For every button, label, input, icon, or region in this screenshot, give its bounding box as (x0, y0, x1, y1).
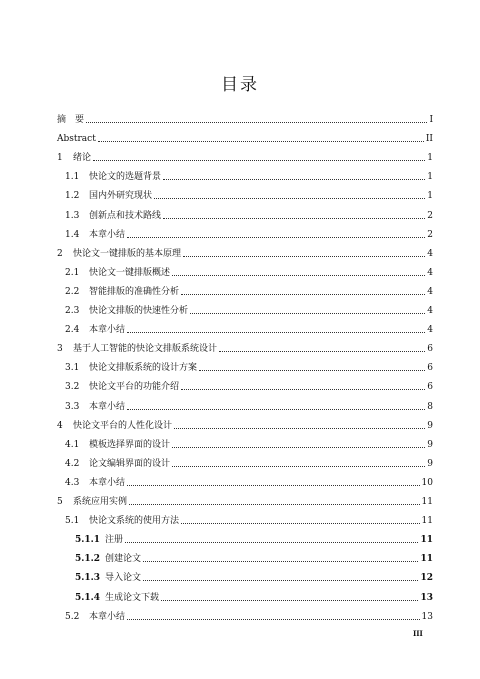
toc-entry-text: 本章小结 (89, 229, 126, 240)
dot-leader (181, 388, 425, 390)
toc-entry-text: 创建论文 (105, 554, 142, 565)
toc-entry-text: 系统应用实例 (73, 497, 128, 507)
dot-leader (172, 274, 425, 276)
toc-entry-page: 11 (420, 535, 433, 546)
toc-entry-number: 摘 要 (57, 115, 85, 125)
toc-entry-text: 本章小结 (89, 477, 126, 488)
toc-entry-page: II (425, 134, 433, 145)
toc-entry-text: 快论文系统的使用方法 (89, 516, 180, 527)
dot-leader (127, 618, 420, 620)
toc-entry-text: 本章小结 (89, 401, 126, 412)
toc-entry-text: 导入论文 (105, 573, 142, 584)
toc-entry-page: 1 (427, 172, 433, 183)
dot-leader (172, 465, 425, 467)
toc-entry-page: 11 (420, 554, 433, 565)
toc-entry-page: 4 (427, 267, 433, 278)
toc-entry-text: 论文编辑界面的设计 (89, 458, 171, 469)
toc-entry[interactable] (65, 377, 433, 393)
toc-entry-page: 13 (421, 611, 433, 622)
toc-entry-text: 本章小结 (89, 611, 126, 622)
toc-entry-number: 1.3 (65, 210, 80, 221)
toc-entry-text: 注册 (105, 535, 124, 546)
toc-entry-page: 4 (427, 248, 433, 259)
toc-entry-text: 模板选择界面的设计 (89, 439, 171, 450)
toc-entry-number: 1.1 (65, 172, 80, 183)
page-title: 目录 (221, 75, 259, 95)
toc-entry-number: 3.2 (65, 382, 80, 393)
toc-entry-text: 国内外研究现状 (89, 191, 153, 202)
toc-entry[interactable] (57, 416, 433, 432)
toc-entry-number: 5.2 (65, 611, 80, 622)
toc-entry-text: 快论文一键排版概述 (89, 267, 171, 278)
toc-entry-number: 2.3 (65, 306, 80, 316)
toc-entry-text: 生成论文下载 (105, 592, 160, 603)
toc-entry-page: 13 (420, 592, 433, 603)
toc-entry[interactable] (65, 225, 433, 241)
toc-entry[interactable] (65, 358, 433, 374)
toc-entry[interactable] (65, 186, 433, 202)
dot-leader (163, 217, 425, 219)
dot-leader (143, 560, 418, 562)
toc-entry-page: 4 (427, 325, 433, 336)
toc-entry-number: 2.4 (65, 325, 80, 336)
toc-entry-page: 4 (427, 306, 433, 316)
toc-entry[interactable] (65, 473, 433, 489)
toc-entry-text: 快论文平台的功能介绍 (89, 382, 180, 393)
toc-entry-number: 2.2 (65, 286, 80, 297)
toc-entry-page: 10 (421, 477, 433, 488)
toc-entry-page: I (429, 115, 433, 125)
toc-entry-page: 9 (427, 458, 433, 469)
toc-entry-number: 4.3 (65, 477, 80, 488)
toc-entry[interactable] (65, 206, 433, 222)
dot-leader (219, 350, 425, 352)
toc-entry-text: 创新点和技术路线 (89, 210, 162, 221)
toc-entry[interactable] (57, 129, 433, 145)
toc-entry-number: 4.1 (65, 439, 80, 450)
toc-entry-text: 本章小结 (89, 325, 126, 336)
toc-entry[interactable] (65, 301, 433, 317)
toc-entry-text: 绪论 (73, 153, 92, 164)
toc-entry[interactable] (75, 568, 433, 584)
dot-leader (143, 579, 418, 581)
dot-leader (183, 255, 425, 257)
dot-leader (199, 369, 425, 371)
toc-entry[interactable] (65, 454, 433, 470)
dot-leader (129, 503, 420, 505)
dot-leader (86, 121, 427, 123)
toc-entry[interactable] (65, 263, 433, 279)
toc-entry-page: 11 (421, 516, 433, 527)
toc-entry-page: 2 (427, 210, 433, 221)
toc-entry-page: 2 (427, 229, 433, 240)
toc-entry-number: Abstract (57, 134, 96, 145)
toc-entry-number: 2.1 (65, 267, 80, 278)
toc-entry-number: 2 (57, 248, 63, 259)
toc-entry[interactable] (65, 435, 433, 451)
toc-entry-page: 11 (421, 497, 433, 507)
toc-entry-number: 3.1 (65, 363, 80, 374)
toc-entry[interactable] (65, 167, 433, 183)
dot-leader (154, 197, 425, 199)
dot-leader (127, 408, 425, 410)
toc-entry[interactable] (65, 397, 433, 413)
toc-entry-page: 6 (427, 382, 433, 393)
dot-leader (172, 446, 425, 448)
toc-entry[interactable] (57, 148, 433, 164)
toc-entry-number: 4.2 (65, 458, 80, 469)
dot-leader (181, 293, 425, 295)
toc-entry-number: 5.1.4 (75, 592, 101, 603)
toc-entry-number: 1.4 (65, 229, 80, 240)
toc-entry[interactable] (65, 282, 433, 298)
toc-entry[interactable] (65, 320, 433, 336)
dot-leader (125, 541, 418, 543)
toc-entry-page: 1 (427, 191, 433, 202)
toc-entry-text: 快论文平台的人性化设计 (73, 420, 173, 431)
toc-entry[interactable] (75, 549, 433, 565)
toc-entry[interactable] (75, 588, 433, 604)
toc-entry-number: 5.1.2 (75, 554, 101, 565)
toc-entry-page: 4 (427, 286, 433, 297)
dot-leader (174, 427, 425, 429)
toc-entry-text: 快论文排版的快速性分析 (89, 306, 189, 316)
toc-entry-number: 5.1.1 (75, 535, 101, 546)
toc-entry-text: 快论文一键排版的基本原理 (73, 248, 182, 259)
toc-entry-number: 3 (57, 344, 63, 355)
toc-entry-number: 5 (57, 497, 63, 507)
dot-leader (190, 312, 425, 314)
dot-leader (163, 178, 425, 180)
toc-entry-number: 4 (57, 420, 63, 431)
toc-entry[interactable] (75, 530, 433, 546)
dot-leader (181, 522, 420, 524)
toc-entry-text: 智能排版的准确性分析 (89, 286, 180, 297)
dot-leader (161, 599, 418, 601)
toc-entry[interactable] (57, 492, 433, 508)
toc-entry-number: 5.1 (65, 516, 80, 527)
toc-entry[interactable] (57, 244, 433, 260)
toc-entry-text: 快论文的选题背景 (89, 172, 162, 183)
page-number: III (413, 629, 423, 638)
toc-entry[interactable] (57, 110, 433, 126)
dot-leader (93, 159, 425, 161)
toc-entry-page: 9 (427, 420, 433, 431)
dot-leader (98, 140, 424, 142)
toc-entry-text: 快论文排版系统的设计方案 (89, 363, 198, 374)
toc-entry-number: 1.2 (65, 191, 80, 202)
toc-entry[interactable] (57, 339, 433, 355)
dot-leader (127, 331, 425, 333)
toc-entry-number: 1 (57, 153, 63, 164)
toc-entry[interactable] (65, 607, 433, 623)
toc-entry-number: 3.3 (65, 401, 80, 412)
toc-entry[interactable] (65, 511, 433, 527)
toc-entry-text: 基于人工智能的快论文排版系统设计 (73, 344, 218, 355)
toc-entry-page: 12 (420, 573, 433, 584)
toc-entry-page: 9 (427, 439, 433, 450)
toc-entry-page: 6 (427, 344, 433, 355)
toc-entry-number: 5.1.3 (75, 573, 101, 584)
toc-entry-page: 6 (427, 363, 433, 374)
toc-entry-page: 1 (427, 153, 433, 164)
dot-leader (127, 484, 420, 486)
dot-leader (127, 236, 425, 238)
toc-entry-page: 8 (427, 401, 433, 412)
